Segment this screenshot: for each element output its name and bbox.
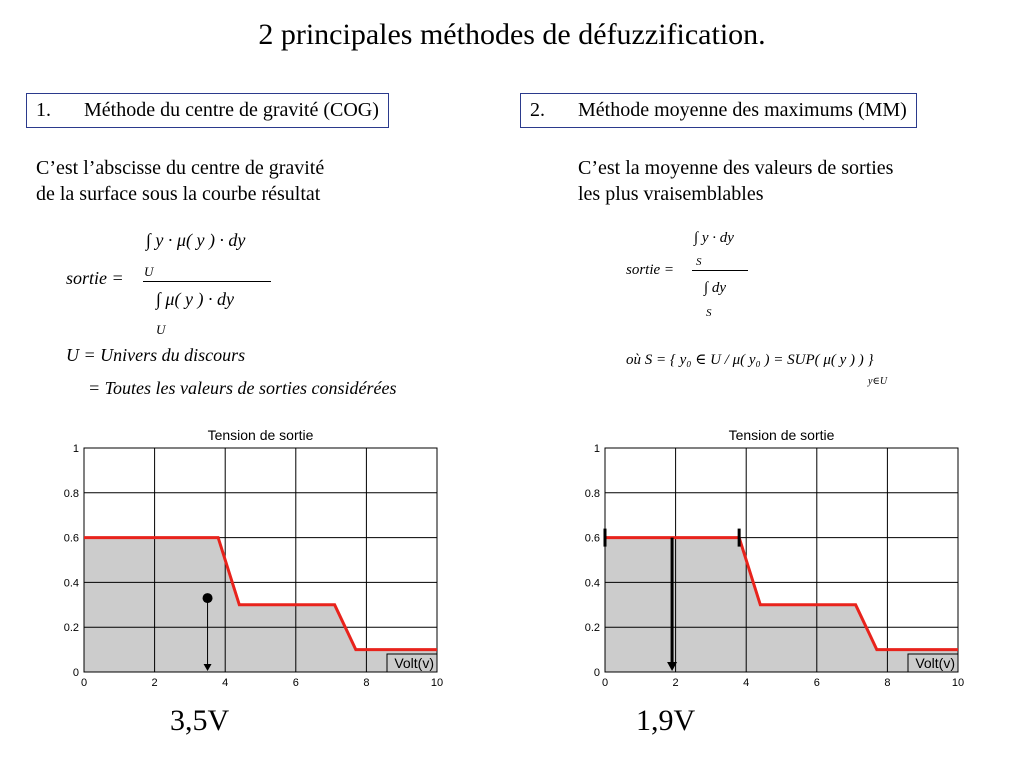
page-title: 2 principales méthodes de défuzzification.	[258, 18, 766, 51]
y-tick-label: 1	[593, 443, 600, 455]
x-tick-label: 0	[80, 677, 88, 689]
mm-set-subscript: y∈U	[868, 376, 888, 387]
mm-fraction-bar	[692, 270, 748, 271]
method-mm-number: 2.	[530, 99, 545, 121]
centroid-point	[203, 593, 213, 603]
x-tick-label: 6	[292, 677, 299, 689]
y-tick-label: 0.6	[584, 532, 600, 545]
x-axis-label: Volt(v)	[915, 655, 955, 671]
mm-formula-numerator: ∫ y · dy	[694, 230, 734, 246]
mm-formula-denominator: ∫ dy	[704, 280, 727, 296]
mm-description	[578, 155, 893, 207]
mm-formula-lhs: sortie =	[626, 262, 675, 278]
cog-universe-def: U = Univers du discours	[66, 345, 246, 365]
y-tick-label: 0	[593, 667, 600, 679]
y-tick-label: 0.2	[63, 622, 79, 635]
x-tick-label: 2	[151, 677, 158, 689]
y-tick-label: 0.4	[63, 577, 79, 590]
mm-description-line1: C’est la moyenne des valeurs de sorties	[578, 157, 894, 179]
mm-numerator-subscript: S	[696, 256, 702, 268]
x-tick-label: 10	[430, 677, 444, 689]
y-tick-label: 0.4	[584, 577, 600, 590]
cog-formula-lhs: sortie =	[66, 268, 124, 288]
method-cog-label: Méthode du centre de gravité (COG)	[84, 99, 379, 121]
y-tick-label: 0.2	[584, 622, 600, 635]
y-tick-label: 0	[72, 667, 79, 679]
x-tick-label: 6	[813, 677, 820, 689]
y-tick-label: 0.6	[63, 532, 79, 545]
method-mm-label: Méthode moyenne des maximums (MM)	[578, 99, 907, 121]
method-cog-box	[26, 93, 389, 128]
mm-chart	[512, 420, 1024, 720]
cog-universe-def-cont: = Toutes les valeurs de sorties considérées	[88, 378, 397, 398]
x-tick-label: 4	[743, 677, 750, 689]
cog-result-value: 3,5V	[170, 704, 230, 737]
mm-description-line2: les plus vraisemblables	[578, 183, 764, 205]
y-tick-label: 0.8	[63, 487, 79, 500]
y-tick-label: 0.8	[584, 487, 600, 500]
chart-title: Tension de sortie	[207, 427, 314, 443]
cog-denominator-subscript: U	[156, 322, 166, 337]
x-tick-label: 2	[672, 677, 679, 689]
x-tick-label: 4	[222, 677, 229, 689]
y-tick-label: 1	[72, 443, 79, 455]
cog-description-line1: C’est l’abscisse du centre de gravité	[36, 157, 325, 179]
cog-numerator-subscript: U	[144, 264, 154, 279]
cog-description	[36, 155, 324, 207]
x-tick-label: 8	[884, 677, 891, 689]
x-tick-label: 8	[363, 677, 370, 689]
mm-set-definition: où S = { y₀ ∈ U / μ( y₀ ) = SUP( μ( y ) ) }	[626, 352, 874, 368]
method-mm-box	[520, 93, 917, 128]
chart-title: Tension de sortie	[728, 427, 835, 443]
mm-denominator-subscript: S	[706, 307, 712, 319]
cog-fraction-bar	[143, 281, 271, 282]
cog-formula-denominator: ∫ μ( y ) · dy	[156, 289, 234, 309]
x-tick-label: 0	[601, 677, 609, 689]
method-cog-number: 1.	[36, 99, 51, 121]
x-tick-label: 10	[951, 677, 965, 689]
mm-result-value: 1,9V	[636, 704, 696, 737]
cog-description-line2: de la surface sous la courbe résultat	[36, 183, 321, 205]
cog-chart	[0, 420, 512, 720]
cog-formula-numerator: ∫ y · μ( y ) · dy	[146, 230, 246, 250]
x-axis-label: Volt(v)	[394, 655, 434, 671]
